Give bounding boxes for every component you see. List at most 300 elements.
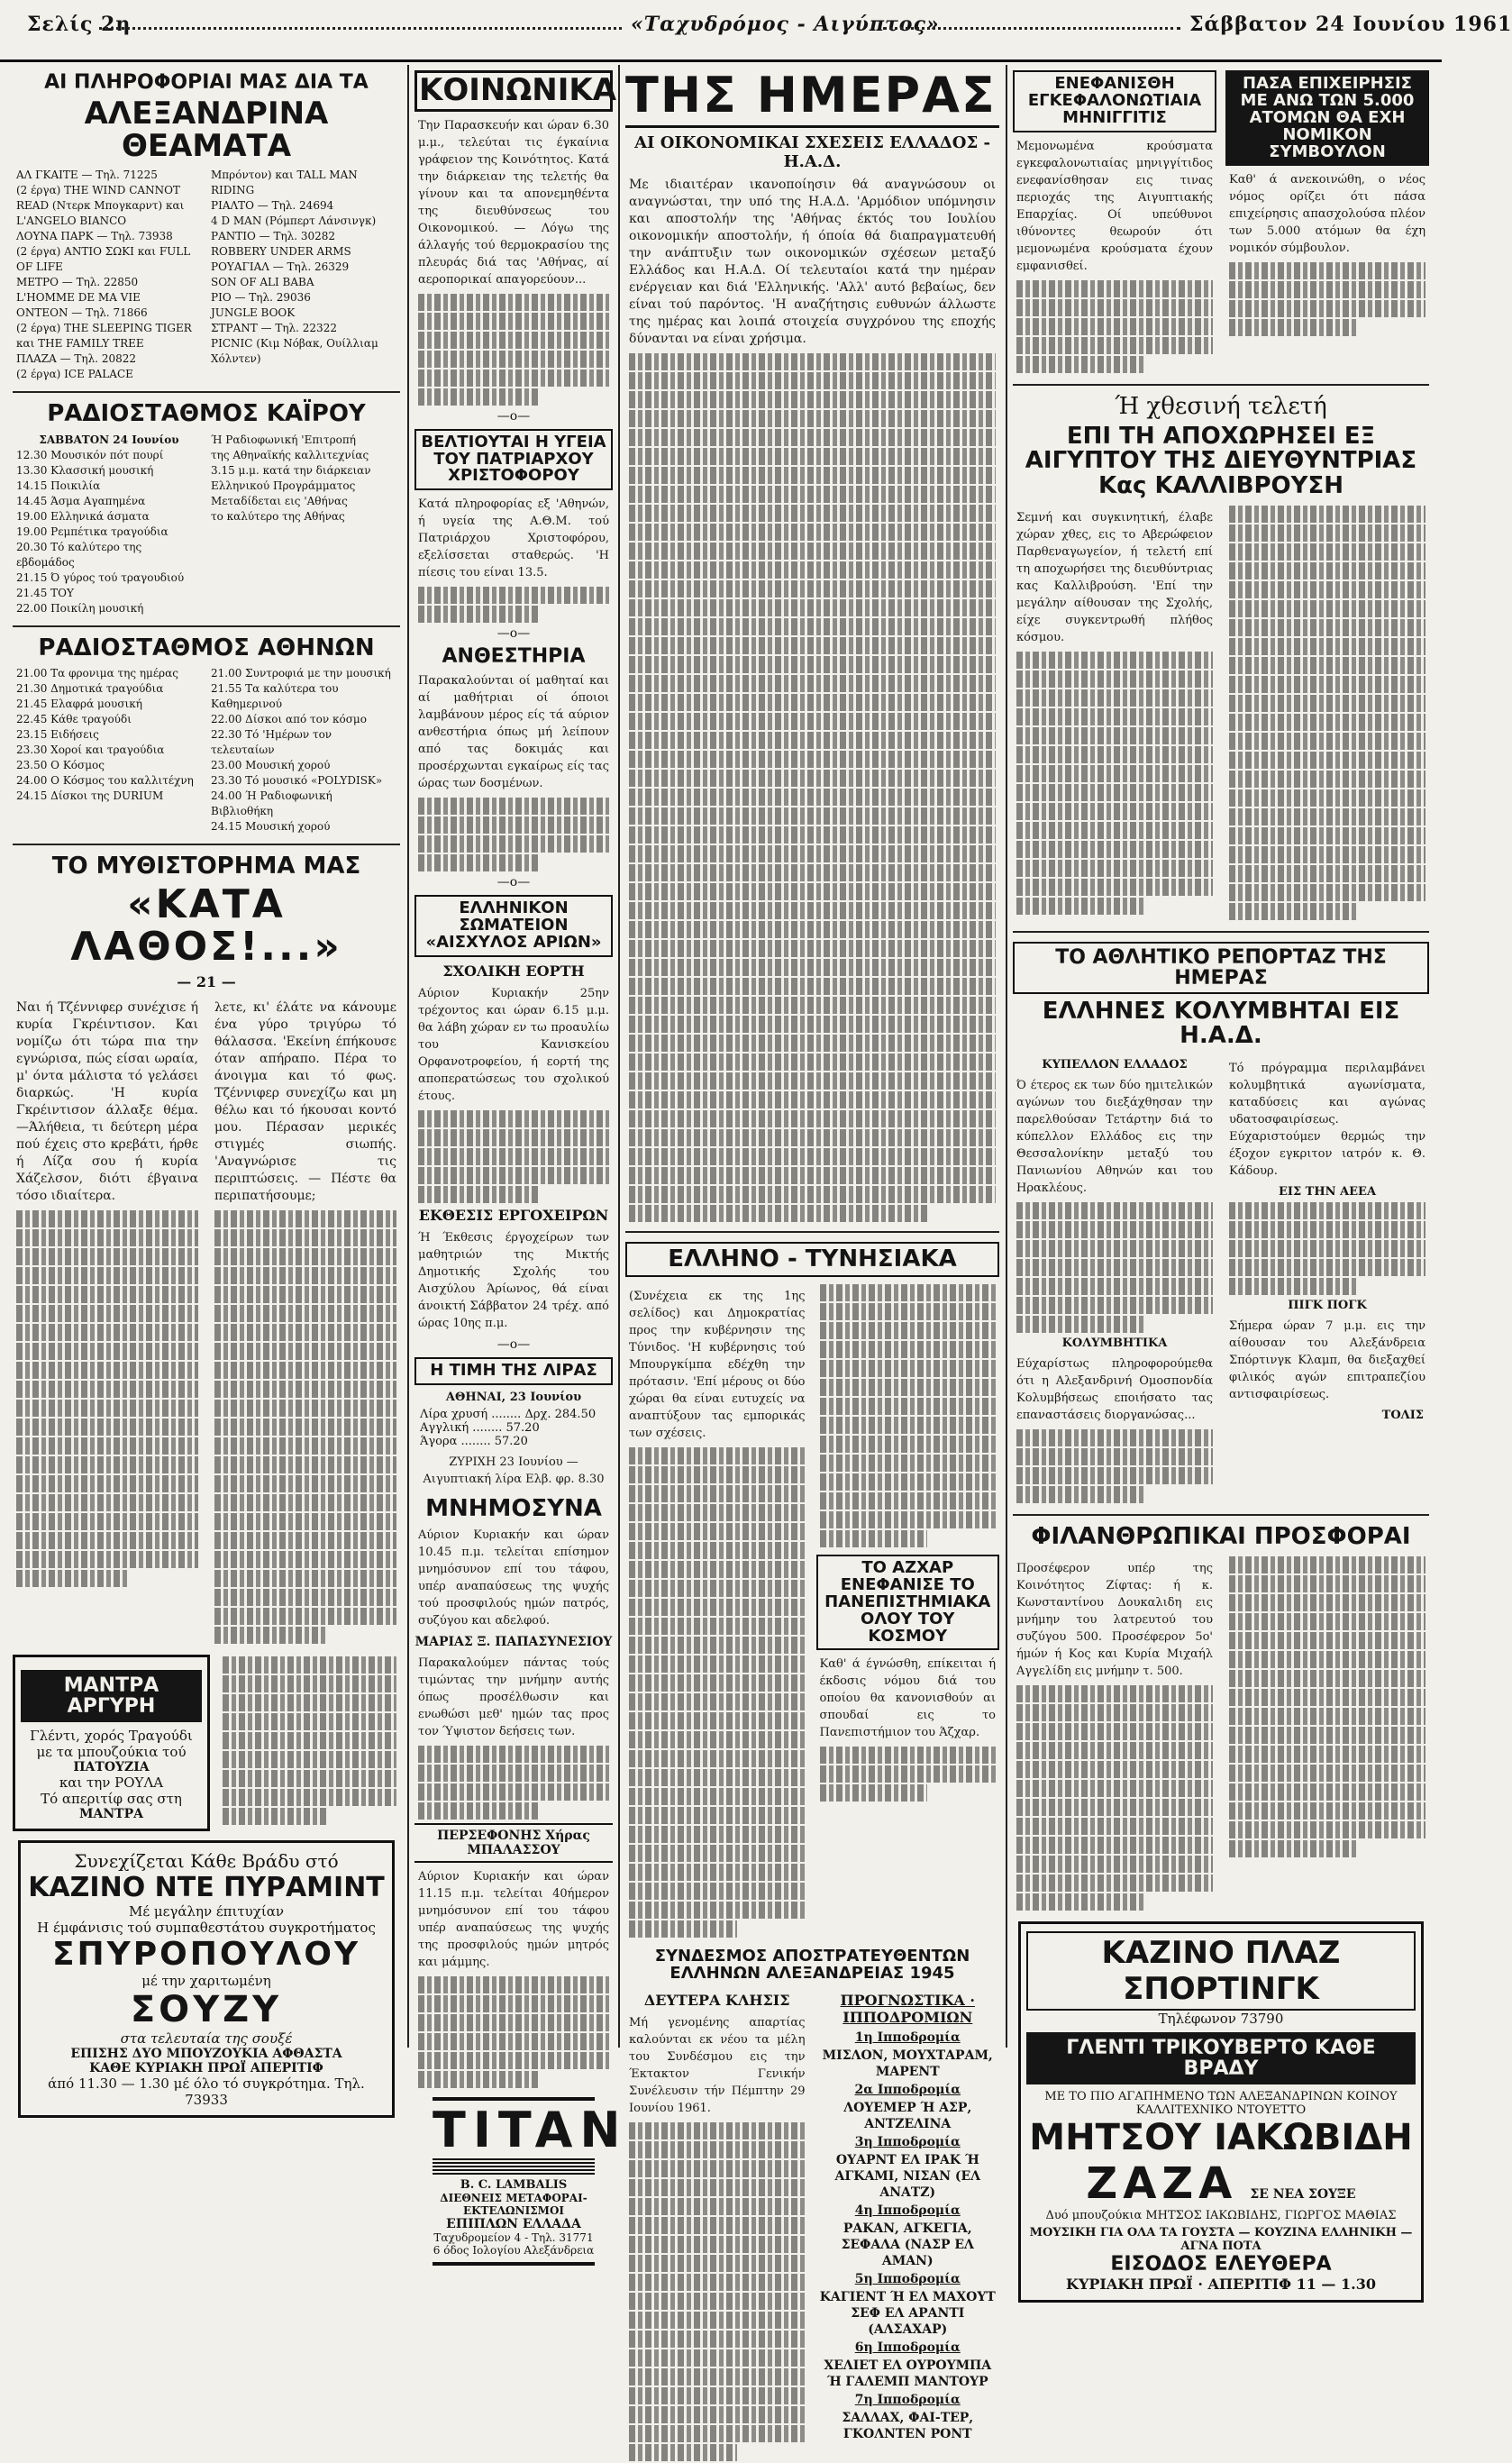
lira-zurich: ΖΥΡΙΧΗ 23 Ιουνίου — Αιγυπτιακή λίρα Ελβ. φρ. 8.30 bbox=[423, 1455, 605, 1487]
text-line bbox=[629, 1186, 996, 1203]
text-line bbox=[1229, 771, 1425, 788]
swim-text: Ό έτερος εκ των δύο ημιτελικών αγώνων του διεξάχθησαν την παρελθούσαν Τετάρτην διά το κύπελλον Ελλάδος εις την Θεσσαλονίκην μεταξύ του Πανιωνίου Αθηνών και του Ηρακλέους. bbox=[1016, 1078, 1213, 1195]
econ-text-continued bbox=[625, 353, 999, 1222]
novel-text-left: Ναι ή Τζέννιφερ συνέχισε ή κυρία Γκρέιντισον. Και νομίζω ότι τώρα πια την εγνώρισα, πώς είσαι ωραία, μ' όντα μάλιστα τό γελάσει διαρκώς. 'Η κυρία Γκρέιντισον άλλαξε θέμα. —Άλήθεια, τι δεύτερη μέρα πού έχεις στο κρεβάτι, ήρθε ή Λίζα σου ή κυρία Χάζελσον, διότι έβγαινα τόσο ιδιαίτερα. bbox=[16, 999, 198, 1203]
radio-program: 3.15 μ.μ. κατά την διάρκειαν bbox=[211, 463, 371, 477]
text-line bbox=[629, 2349, 806, 2367]
text-line bbox=[629, 1091, 996, 1108]
cinema-entry: ΠΛΑΖΑ — Τηλ. 20822 bbox=[16, 352, 137, 366]
text-line bbox=[629, 1129, 996, 1146]
text-line bbox=[820, 1530, 928, 1547]
cinema-entry: ΡΙΟ — Τηλ. 29036 bbox=[211, 291, 311, 305]
radio-program: Ή Ραδιοφωνική 'Επιτροπή bbox=[211, 433, 356, 446]
text-line bbox=[1229, 827, 1425, 844]
radio-program: 23.15 Ειδήσεις bbox=[16, 728, 99, 742]
radio-program: 22.00 Δίσκοι από τον κόσμο bbox=[211, 713, 367, 726]
cinema-entry: PICNIC (Κιμ Νόβακ, Ουίλλιαμ Χόλντεν) bbox=[211, 337, 378, 366]
casino-phone: Τηλέφωνον 73790 bbox=[1158, 2010, 1284, 2027]
cinema-entry: ΜΕΤΡΟ — Τηλ. 22850 bbox=[16, 276, 139, 289]
azhar-header: ΤΟ ΑΖΧΑΡ ΕΝΕΦΑΝΙΣΕ ΤΟ ΠΑΝΕΠΙΣΤΗΜΙΑΚΑ ΟΛΟΥ ΤΟΥ ΚΟΣΜΟΥ bbox=[816, 1555, 1000, 1650]
text-line bbox=[1229, 581, 1425, 598]
text-line bbox=[1229, 543, 1425, 561]
pyramid-ad-line: Συνεχίζεται Κάθε Βράδυ στό bbox=[74, 1849, 339, 1872]
titan-ad-line: ΔΙΕΘΝΕΙΣ ΜΕΤΑΦΟΡΑΙ-ΕΚΤΕΛΩΝΙΣΜΟΙ bbox=[440, 2192, 587, 2218]
text-line bbox=[629, 713, 996, 730]
text-line bbox=[629, 543, 996, 560]
tunis-body bbox=[625, 1282, 999, 1939]
society-text: Αύριον Κυριακήν 25ην τρέχοντος και ώραν 6.15 μ.μ. θα λάβη χώραν εν τω προαυλίω του Κανισκείου Ορφανοτροφείου, ή εορτή της αποπερατώσεως του σχολικού έτους. bbox=[418, 987, 609, 1104]
flowers-header: ΑΝΘΕΣΤΗΡΙΑ bbox=[442, 645, 586, 669]
cinema-listings bbox=[16, 168, 396, 382]
pyramid-ad-line: ΚΑΘΕ ΚΥΡΙΑΚΗ ΠΡΩΪ ΑΠΕΡΙΤΙΦ bbox=[89, 2060, 323, 2075]
text-line bbox=[820, 1473, 997, 1491]
text-line bbox=[1016, 784, 1213, 801]
cinema-entry: JUNGLE BOOK bbox=[211, 306, 296, 320]
social-text: Την Παρασκευήν και ώραν 6.30 μ.μ., τελεύται τις έγκαίνια γράφειον της Κοινότητος. Κατά την διάρκειαν της τελετής θα γίνουν και τα απονεμηθέντα της διευθύνσεως του Οικονομικού. — Λόγω της άλλαγής τού θερμοκρασίου της πλευράς διά τας 'Αθήνας, αί αεροπορικαί απαγορεύουν... bbox=[418, 118, 609, 287]
text-line bbox=[629, 2274, 806, 2291]
pyramid-ad-band: ΣΠΥΡΟΠΟΥΛΟΥ bbox=[51, 1935, 361, 1973]
text-line bbox=[1016, 670, 1213, 688]
text-line bbox=[629, 1712, 806, 1729]
text-line bbox=[1016, 1893, 1144, 1911]
text-line bbox=[1016, 898, 1144, 915]
text-line bbox=[1229, 752, 1425, 769]
text-line bbox=[629, 1693, 806, 1710]
divider: —o— bbox=[496, 626, 531, 642]
radio-program: 12.30 Μουσικόν πότ πουρί bbox=[16, 448, 164, 461]
text-line bbox=[629, 1580, 806, 1597]
titan-ad-line: Ταχυδρομείον 4 - Τηλ. 31771 bbox=[433, 2231, 594, 2245]
lira-sub: ΑΘΗΝΑΙ, 23 Ιουνίου bbox=[445, 1391, 582, 1405]
text-line bbox=[629, 2312, 806, 2329]
text-line bbox=[1229, 695, 1425, 712]
text-line bbox=[1016, 822, 1213, 839]
text-line bbox=[629, 429, 996, 446]
text-line bbox=[1016, 1875, 1213, 1892]
text-line bbox=[820, 1417, 997, 1434]
memorial-name-1: ΜΑΡΙΑΣ Ξ. ΠΑΠΑΣΥΝΕΣΙΟΥ bbox=[414, 1635, 613, 1650]
text-line bbox=[820, 1436, 997, 1453]
lira-rate-row: Άγορα ........ 57.20 bbox=[420, 1435, 528, 1449]
exhibit-text: Ή Έκθεσις έργοχείρων των μαθητριών της Μικτής Δημοτικής Σχολής του Αισχύλου Άρίωνος, θά είναι άνοικτή Σάββατον 24 τρέχ. από ώρας 10ης π.μ. bbox=[418, 1231, 609, 1331]
radio-program: 19.00 Ρεμπέτικα τραγούδια bbox=[16, 525, 169, 538]
titan-ad-line: B. C. LAMBALIS bbox=[460, 2178, 568, 2193]
column-2 bbox=[414, 65, 628, 2258]
ping-pong-text: Σήμερα ώραν 7 μ.μ. εις την αίθουσαν του Αλεξάνδρεια Σπόρτινγκ Κλαμπ, θα διεξαχθεί φιλικός αγών επιτραπεζίου αντισφαιρίσεως. bbox=[1229, 1318, 1425, 1401]
text-line bbox=[629, 2160, 806, 2177]
text-line bbox=[1016, 765, 1213, 782]
text-line bbox=[1016, 1837, 1213, 1854]
novel-body bbox=[13, 994, 400, 1646]
radio-cairo-title: ΡΑΔΙΟΣΤΑΘΜΟΣ ΚΑΪΡΟΥ bbox=[47, 400, 366, 428]
text-line bbox=[1229, 1708, 1425, 1725]
column-rule bbox=[618, 65, 620, 2048]
racing-header: ΠΡΟΓΝΩΣΤΙΚΑ · ΙΠΠΟΔΡΟΜΙΩΝ bbox=[840, 1991, 975, 2026]
text-line bbox=[820, 1379, 997, 1396]
text-line bbox=[629, 391, 996, 408]
column-1 bbox=[13, 65, 400, 2108]
page-number: Σελίς 2η bbox=[27, 13, 132, 36]
text-line bbox=[629, 1447, 806, 1464]
legal-advisor-text: Καθ' ά ανεκοινώθη, ο νέος νόμος ορίζει ότι πάσα επιχείρησις απασχολούσα πλέον των 5.000 ατόμων θα έχη νομικόν σύμβουλον. bbox=[1229, 173, 1425, 256]
text-line bbox=[1229, 1632, 1425, 1649]
radio-program: 24.00 Ή Ραδιοφωνική Βιβλιοθήκη bbox=[211, 789, 332, 818]
ceremony-kicker: Ή χθεσινή τελετή bbox=[1115, 392, 1327, 420]
text-line bbox=[629, 524, 996, 541]
legal-advisor-header: ΠΑΣΑ ΕΠΙΧΕΙΡΗΣΙΣ ΜΕ ΑΝΩ ΤΩΝ 5.000 ΑΤΟΜΩΝ ΘΑ ΕΧΗ ΝΟΜΙΚΟΝ ΣΥΜΒΟΥΛΟΝ bbox=[1225, 70, 1429, 166]
text-line bbox=[629, 1016, 996, 1033]
text-line bbox=[629, 807, 996, 825]
text-line bbox=[820, 1360, 997, 1377]
text-line bbox=[629, 694, 996, 711]
text-line bbox=[629, 845, 996, 862]
pyramid-ad-line: άπό 11.30 — 1.30 μέ όλο τό συγκρότημα. Τηλ. 73933 bbox=[48, 2075, 365, 2108]
text-line bbox=[629, 1561, 806, 1578]
cinema-entry: (2 έργα) THE SLEEPING TIGER και THE FAMILY TREE bbox=[16, 322, 192, 351]
mantra-ad-line: ΜΑΝΤΡΑ bbox=[79, 1806, 143, 1821]
cinema-entry: ΡΙΑΛΤΟ — Τηλ. 24694 bbox=[211, 199, 334, 213]
text-line bbox=[1016, 1799, 1213, 1816]
text-line bbox=[629, 902, 996, 919]
lira-rate-row: Λίρα χρυσή ........ Δρχ. 284.50 bbox=[420, 1408, 597, 1422]
text-line bbox=[1016, 1761, 1213, 1778]
cinema-entry: L'HOMME DE MA VIE bbox=[16, 291, 141, 305]
cinema-entry: (2 έργα) THE WIND CANNOT READ (Ντερκ Μπογκαρντ) και L'ANGELO BIANCO bbox=[16, 184, 185, 228]
race-number: 2α Ιπποδρομία bbox=[854, 2082, 961, 2097]
pyramid-ad-singer: ΣΟΥΖΥ bbox=[130, 1988, 283, 2030]
text-line bbox=[1229, 846, 1425, 863]
pyramid-ad-line: ΕΠΙΣΗΣ ΔΥΟ ΜΠΟΥΖΟΥΚΙΑ ΑΦΘΑΣΤΑ bbox=[70, 2046, 342, 2061]
casino-artist: ΜΗΤΣΟΥ ΙΑΚΩΒΙΔΗ bbox=[1029, 2117, 1413, 2159]
titan-ad bbox=[433, 2097, 628, 2266]
text-line bbox=[1229, 808, 1425, 826]
text-line bbox=[820, 1492, 997, 1510]
cinema-list-right bbox=[211, 168, 396, 382]
text-line bbox=[629, 2217, 806, 2234]
text-line bbox=[820, 1303, 997, 1320]
radio-program: 21.00 Τα φρονιμα της ημέρας bbox=[16, 667, 178, 680]
text-line bbox=[629, 1466, 806, 1483]
text-line bbox=[629, 1731, 806, 1748]
text-line bbox=[629, 1864, 806, 1881]
cinema-entry: ROBBERY UNDER ARMS bbox=[211, 245, 351, 259]
racing-tips bbox=[816, 1988, 1000, 2463]
cinema-entry: ΛΟΥΝΑ ΠΑΡΚ — Τηλ. 73938 bbox=[16, 230, 173, 243]
retirement-text: Σεμνή και συγκινητική, έλαβε χώραν χθες, εις το Αβερώφειον Παρθεναγωγείον, ή τελετή επί τη αποχωρήσει της διευθύντριας κας Καλλιβρούση. 'Επί την μεγάλην αίθουσαν της Σχολής, είχε συγκεντρωθή πλήθος κόσμου. bbox=[1016, 510, 1213, 644]
column-4 bbox=[1013, 65, 1429, 2294]
text-line bbox=[629, 1845, 806, 1862]
text-line bbox=[629, 353, 996, 370]
league-header: ΣΥΝΔΕΣΜΟΣ ΑΠΟΣΤΡΑΤΕΥΘΕΝΤΩΝ ΕΛΛΗΝΩΝ ΑΛΕΞΑΝΔΡΕΙΑΣ 1945 bbox=[654, 1946, 970, 1983]
radio-program: 22.30 Τό 'Ημέρων τον τελευταίων bbox=[211, 728, 332, 757]
cinema-entry: (2 έργα) ICE PALACE bbox=[16, 368, 133, 381]
meningitis-header: ΕΝΕΦΑΝΙΣΘΗ ΕΓΚΕΦΑΛΟΝΩΤΙΑΙΑ ΜΗΝΙΓΓΙΤΙΣ bbox=[1013, 70, 1216, 132]
text-line bbox=[629, 2425, 806, 2442]
text-line bbox=[629, 2141, 806, 2158]
mantra-ad-line: ΠΑΤΟΥΖΙΑ bbox=[73, 1759, 150, 1774]
text-line bbox=[1016, 1856, 1213, 1873]
social-header: ΚΟΙΝΩΝΙΚΑ bbox=[414, 70, 613, 112]
text-line bbox=[629, 1167, 996, 1184]
race-horses: ΧΕΛΙΕΤ ΕΛ ΟΥΡΟΥΜΠΑ Ή ΓΑΛΕΜΠ ΜΑΝΤΟΥΡ bbox=[824, 2358, 992, 2389]
text-line bbox=[629, 940, 996, 957]
radio-program: 14.45 Άσμα Αγαπημένα bbox=[16, 494, 146, 507]
exhibit-header: ΕΚΘΕΣΙΣ ΕΡΓΟΧΕΙΡΩΝ bbox=[418, 1207, 609, 1225]
pyramid-ad-title: ΚΑΖΙΝΟ ΝΤΕ ΠΥΡΑΜΙΝΤ bbox=[28, 1871, 385, 1903]
lira-rate-row: Αγγλική ........ 57.20 bbox=[420, 1421, 540, 1436]
radio-program: της Αθηναϊκής καλλιτεχνίας bbox=[211, 448, 369, 461]
swim-sub-2: ΚΟΛΥΜΒΗΤΙΚΑ bbox=[1061, 1336, 1168, 1350]
text-line bbox=[1229, 619, 1425, 636]
novel-instalment: — 21 — bbox=[177, 972, 236, 990]
race-horses: ΚΑΓΙΕΝΤ Ή ΕΛ ΜΑΧΟΥΤ ΣΕΦ ΕΛ ΑΡΑΝΤΙ (ΑΛΣΑΧΑΡ) bbox=[819, 2289, 996, 2337]
cinema-entry: SON OF ALI BABA bbox=[211, 276, 314, 289]
column-3 bbox=[625, 65, 999, 2441]
text-line bbox=[629, 978, 996, 995]
text-line bbox=[1229, 884, 1425, 901]
text-line bbox=[629, 2255, 806, 2272]
pyramid-ad-line: Η έμφάνισις τού συμπαθεστάτου συγκροτήματος bbox=[37, 1919, 376, 1936]
text-line bbox=[1016, 727, 1213, 744]
day-header: ΤΗΣ ΗΜΕΡΑΣ bbox=[625, 70, 999, 128]
text-line bbox=[1229, 1651, 1425, 1668]
text-line bbox=[629, 1807, 806, 1824]
radio-athens-right bbox=[211, 666, 396, 835]
lira-rates bbox=[420, 1408, 607, 1448]
text-line bbox=[1229, 1670, 1425, 1687]
swimmers-header: ΕΛΛΗΝΕΣ ΚΟΛΥΜΒΗΤΑΙ ΕΙΣ Η.Α.Δ. bbox=[1042, 998, 1400, 1050]
society-header: ΕΛΛΗΝΙΚΟΝ ΣΩΜΑΤΕΙΟΝ «ΑΙΣΧΥΛΟΣ ΑΡΙΩΝ» bbox=[414, 895, 613, 957]
text-line bbox=[629, 1542, 806, 1559]
tunis-text: (Συνέχεια εκ της 1ης σελίδος) και Δημοκρατίας προς την κυβέρνησιν της Τύνιδος. 'Η κυβέρνησις τού Μπουργκίμπα εδέχθη την πρότασιν. 'Επί μέρους οι δύο χώραι θα είναι ευτυχείς να αναπτύξουν τας εμπορικάς των σχέσεις. bbox=[629, 1289, 806, 1440]
text-line bbox=[629, 1788, 806, 1805]
race-number: 3η Ιπποδρομία bbox=[854, 2134, 961, 2149]
cinema-entry: (2 έργα) ANTIO ΣΩΚΙ και FULL OF LIFE bbox=[16, 245, 191, 274]
text-line bbox=[629, 580, 996, 598]
text-line bbox=[1016, 746, 1213, 763]
column-rule bbox=[1006, 65, 1007, 2048]
text-line bbox=[1229, 600, 1425, 617]
race-number: 7η Ιπποδρομία bbox=[854, 2392, 961, 2407]
text-line bbox=[820, 1511, 997, 1528]
radio-cairo-right bbox=[211, 433, 396, 616]
race-horses: ΛΟΥΕΜΕΡ Ή ΑΣΡ, ΑΝΤΖΕΛΙΝΑ bbox=[843, 2100, 972, 2131]
race-number: 1η Ιπποδρομία bbox=[854, 2030, 961, 2045]
radio-athens-schedule bbox=[16, 666, 396, 835]
text-line bbox=[1229, 903, 1357, 920]
memorial-text-3: Αύριον Κυριακήν και ώραν 11.15 π.μ. τελείται 40ήμερον μνημόσυνον επί του τάφου υπέρ αναπαύσεως της ψυχής της προσφιλούς ημών μητρός και μάμμης. bbox=[418, 1870, 609, 1970]
radio-program: 21.30 Δημοτικά τραγούδια bbox=[16, 682, 164, 696]
text-line bbox=[1229, 789, 1425, 807]
text-line bbox=[1229, 1613, 1425, 1630]
radio-athens-left bbox=[16, 666, 202, 835]
text-line bbox=[629, 1883, 806, 1900]
cinema-entry: ΡΟΥΑΓΙΑΛ — Τηλ. 26329 bbox=[211, 260, 350, 274]
text-line bbox=[629, 1523, 806, 1540]
radio-cairo-date: ΣΑΒΒΑΤΟΝ 24 Ιουνίου bbox=[39, 433, 179, 446]
text-line bbox=[1229, 562, 1425, 579]
divider: —o— bbox=[496, 1337, 531, 1353]
text-line bbox=[629, 410, 996, 427]
radio-program: 22.45 Κάθε τραγούδι bbox=[16, 713, 132, 726]
text-line bbox=[820, 1322, 997, 1339]
charity-header: ΦΙΛΑΝΘΡΩΠΙΚΑΙ ΠΡΟΣΦΟΡΑΙ bbox=[1031, 1522, 1411, 1550]
tunis-header: ΕΛΛΗΝΟ - ΤΥΝΗΣΙΑΚΑ bbox=[625, 1242, 999, 1277]
radio-cairo-left bbox=[16, 448, 202, 616]
text-line bbox=[629, 1072, 996, 1090]
radio-program: 21.15 Ό γύρος τού τραγουδιού bbox=[16, 570, 185, 584]
text-line bbox=[629, 561, 996, 579]
text-line bbox=[1016, 860, 1213, 877]
casino-line-5: Δυό μπουζούκια ΜΗΤΣΟΣ ΙΑΚΩΒΙΔΗΣ, ΓΙΩΡΓΟΣ ΜΑΘΙΑΣ bbox=[1045, 2209, 1397, 2223]
memorial-name-2: ΠΕΡΣΕΦΟΝΗΣ Χήρας ΜΠΑΛΑΣΣΟΥ bbox=[414, 1823, 613, 1863]
text-line bbox=[1229, 1765, 1425, 1782]
text-line bbox=[629, 448, 996, 465]
pyramid-ad-line: Μέ μεγάλην έπιτυχίαν bbox=[128, 1902, 285, 1920]
mantra-ad-line: Γλέντι, χορός Τραγούδι bbox=[30, 1727, 193, 1744]
text-line bbox=[629, 1656, 806, 1673]
column-rule bbox=[407, 65, 409, 2048]
pyramid-ad-line: στα τελευταία της σουξέ bbox=[120, 2030, 293, 2047]
text-line bbox=[629, 1504, 806, 1521]
novel-title: «ΚΑΤΑ ΛΑΘΟΣ!...» bbox=[70, 881, 342, 970]
radio-program: 21.55 Τα καλύτερα του Καθημερινού bbox=[211, 682, 339, 711]
casino-new-songs: ΣΕ ΝΕΑ ΣΟΥΞΕ bbox=[1250, 2187, 1356, 2203]
race-number: 6η Ιπποδρομία bbox=[854, 2340, 961, 2355]
text-line bbox=[629, 467, 996, 484]
novel-header: ΤΟ ΜΥΘΙΣΤΟΡΗΜΑ ΜΑΣ bbox=[51, 853, 361, 880]
text-line bbox=[629, 1205, 927, 1222]
mantra-ad bbox=[13, 1655, 210, 1831]
aeea-sub: ΕΙΣ ΤΗΝ ΑΕΕΑ bbox=[1278, 1184, 1377, 1199]
text-line bbox=[820, 1455, 997, 1472]
text-line bbox=[629, 826, 996, 844]
cinema-entry: Μπρόντον) και TALL MAN RIDING bbox=[211, 169, 358, 197]
pyramid-ad-line: μέ την χαριτωμένη bbox=[141, 1972, 271, 1989]
text-line bbox=[629, 1599, 806, 1616]
radio-program: 14.15 Ποικιλία bbox=[16, 479, 101, 492]
text-line bbox=[1229, 1746, 1425, 1763]
text-line bbox=[629, 675, 996, 692]
memorial-header: ΜΝΗΜΟΣΥΝΑ bbox=[425, 1495, 602, 1523]
meningitis-text: Μεμονωμένα κρούσματα εγκεφαλονωτιαίας μηνιγγίτιδος ενεφανίσθησαν εις τινας περιοχάς της Αιγυπτιακής Επαρχίας. Οί υπεύθυνοι ιθύνοντες θεωρούν ότι μεμονωμένα κρούσματα έχουν εμφανισθεί. bbox=[1016, 139, 1213, 273]
race-horses: ΣΑΛΛΑΧ, ΦΑΙ-ΤΕΡ, ΓΚΟΛΝΤΕΝ ΡΟΝΤ bbox=[842, 2410, 974, 2441]
text-line bbox=[629, 1054, 996, 1071]
casino-line-1: ΜΕ ΤΟ ΠΙΟ ΑΓΑΠΗΜΕΝΟ ΤΩΝ ΑΛΕΞΑΝΔΡΙΝΩΝ ΚΟΙΝΟΥ ΚΑΛΛΙΤΕΧΝΙΚΟ ΝΤΟΥΕΤΤΟ bbox=[1044, 2090, 1398, 2118]
race-horses: ΜΙΣΛΟΝ, ΜΟΥΧΤΑΡΑΜ, ΜΑΡΕΝΤ bbox=[822, 2048, 993, 2079]
text-line bbox=[629, 1637, 806, 1654]
mantra-ad-line: και την ΡΟΥΛΑ bbox=[59, 1774, 164, 1791]
header-dots-left bbox=[99, 27, 622, 30]
radio-program: 22.00 Ποικίλη μουσική bbox=[16, 601, 144, 615]
text-line bbox=[629, 864, 996, 881]
radio-program: 21.00 Συντροφιά με την μουσική bbox=[211, 667, 391, 680]
casino-banner: ΓΛΕΝΤΙ ΤΡΙΚΟΥΒΕΡΤΟ ΚΑΘΕ ΒΡΑΔΥ bbox=[1026, 2032, 1416, 2084]
mantra-ad-line: με τα μπουζούκια τού bbox=[36, 1743, 187, 1760]
radio-program: 24.00 Ο Κόσμος του καλλιτέχνη bbox=[16, 774, 194, 788]
health-header: ΒΕΛΤΙΟΥΤΑΙ Η ΥΓΕΙΑ ΤΟΥ ΠΑΤΡΙΑΡΧΟΥ ΧΡΙΣΤΟΦΟΡΟΥ bbox=[414, 429, 613, 491]
radio-program: 13.30 Κλασσική μουσική bbox=[16, 463, 154, 477]
text-line bbox=[1016, 1780, 1213, 1797]
text-line bbox=[629, 2293, 806, 2310]
text-line bbox=[629, 2406, 806, 2423]
text-line bbox=[629, 2444, 737, 2461]
radio-cairo-schedule bbox=[16, 433, 396, 616]
radio-program: 23.30 Τό μουσικό «POLYDISK» bbox=[211, 774, 383, 788]
radio-program: 23.30 Χοροί και τραγούδια bbox=[16, 743, 165, 757]
radio-program: 24.15 Μουσική χορού bbox=[211, 820, 331, 834]
radio-program: 19.00 Ελληνικά άσματα bbox=[16, 509, 150, 523]
ping-pong-signature: ΤΟΛΙΣ bbox=[1381, 1408, 1424, 1422]
text-line bbox=[1229, 1821, 1425, 1838]
league-sub: ΔΕΥΤΕΡΑ ΚΛΗΣΙΣ bbox=[643, 1991, 790, 2009]
text-line bbox=[1229, 714, 1425, 731]
text-line bbox=[629, 1485, 806, 1502]
race-horses: ΟΥΑΡΝΤ ΕΛ ΙΡΑΚ Ή ΑΓΚΑΜΙ, ΝΙΣΑΝ (ΕΛ ΑΝΑΤΖ) bbox=[834, 2152, 981, 2200]
charity-text: Προσέφερον υπέρ της Κοινότητος Ζίφτας: ή κ. Κωνσταντίνου Δουκαλιδη εις μνήμην του λατρευτού του συζύγου 500. Προσέφερον 5ο' ήμών ή Κος και Κυρία Μιχαήλ Αγγελίδη εις μνήμην τ. 500. bbox=[1016, 1561, 1213, 1678]
text-line bbox=[1229, 1689, 1425, 1706]
text-line bbox=[629, 1902, 806, 1919]
lira-header: Η ΤΙΜΗ ΤΗΣ ΛΙΡΑΣ bbox=[414, 1357, 613, 1385]
text-line bbox=[629, 656, 996, 673]
econ-text: Με ιδιαιτέραν ικανοποίησιν θά αναγνώσουν οι αναγνώσται, την υπό της Η.Α.Δ. 'Αρμόδιον υπόμνησιν και αποστολήν της 'Αθήνας έκτός του Ιουλίου οικονομικήν αποστολήν, ή όποία θά διαπραγματευθή την ανάπτυξιν των οικονομικών σχέσεων μεταξύ Ελλάδος και Η.Α.Δ. Οί τελευταίοι κατά την ημέραν ενέργειαν και διά 'Ελληνικής. 'Αλλ' αυτό βεβαίως, δεν είναι τού παρόντος. 'Η αναζήτησις ευθυνών άλλωστε της ημέρας και λοιπά στοιχεία συγχρόνου της εποχής δύνανται να είναι χρήσιμα. bbox=[629, 177, 996, 346]
text-line bbox=[629, 789, 996, 806]
titan-ad-line: 6 όδος Ιολογίου Αλεξάνδρεια bbox=[433, 2244, 595, 2258]
page-header bbox=[0, 0, 1512, 62]
text-line bbox=[629, 486, 996, 503]
text-line bbox=[1016, 803, 1213, 820]
text-line bbox=[629, 1035, 996, 1052]
radio-program: Ελληνικού Προγράμματος bbox=[211, 479, 356, 492]
text-line bbox=[629, 1826, 806, 1843]
info-title-line2: ΑΛΕΞΑΝΔΡΙΝΑ ΘΕΑΜΑΤΑ bbox=[84, 96, 329, 164]
text-line bbox=[1016, 1704, 1213, 1721]
text-line bbox=[1229, 733, 1425, 750]
paper-name: «Ταχυδρόμος - Αιγύπτος» bbox=[631, 13, 940, 36]
radio-program: 24.15 Δίσκοι της DURIUM bbox=[16, 789, 164, 803]
league-text: Μή γενομένης απαρτίας καλούνται εκ νέου τα μέλη του Συνδέσμου εις την Έκτακτον Γενικήν Συνέλευσιν τήν Πέμπτην 29 Ιουνίου 1961. bbox=[629, 2015, 806, 2115]
text-line bbox=[629, 2198, 806, 2215]
text-line bbox=[629, 1110, 996, 1127]
econ-header: ΑΙ ΟΙΚΟΝΟΜΙΚΑΙ ΣΧΕΣΕΙΣ ΕΛΛΑΔΟΣ - Η.Α.Δ. bbox=[634, 132, 990, 171]
text-line bbox=[1229, 657, 1425, 674]
text-line bbox=[629, 883, 996, 900]
text-line bbox=[820, 1398, 997, 1415]
text-line bbox=[1016, 689, 1213, 707]
text-line bbox=[629, 770, 996, 787]
text-line bbox=[1229, 1802, 1425, 1820]
titan-ad-line: ΕΠΙΠΛΩΝ ΕΛΛΑΔΑ bbox=[446, 2217, 581, 2232]
race-horses: ΡΑΚΑΝ, ΑΓΚΕΓΙΑ, ΣΕΦΑΛΑ (ΝΑΣΡ ΕΛ ΑΜΑΝ) bbox=[841, 2221, 974, 2268]
text-line bbox=[820, 1341, 997, 1358]
text-line bbox=[1016, 1723, 1213, 1740]
text-line bbox=[629, 505, 996, 522]
racing-list bbox=[816, 2030, 1000, 2442]
issue-date: Σάββατον 24 Ιουνίου 1961 bbox=[1189, 13, 1512, 36]
radio-program: 20.30 Τό καλύτερο της εβδομάδος bbox=[16, 540, 142, 569]
cinema-entry: ΑΛ ΓΚΑΙΤΕ — Τηλ. 71225 bbox=[16, 169, 158, 182]
text-line bbox=[1016, 708, 1213, 725]
memorial-text-2: Παρακαλούμεν πάντας τούς τιμώντας την μνήμην αυτής όπως προσέλθωσιν και ενωθώσι μεθ' ημών τας προς τον Ύψιστον δεήσεις των. bbox=[418, 1656, 609, 1739]
text-line bbox=[1229, 676, 1425, 693]
text-line bbox=[629, 2331, 806, 2348]
text-line bbox=[629, 1750, 806, 1767]
text-line bbox=[1016, 652, 1213, 669]
text-line bbox=[820, 1284, 997, 1301]
radio-program: 21.45 Ελαφρά μουσική bbox=[16, 698, 142, 711]
text-line bbox=[1229, 1575, 1425, 1592]
ping-pong-sub: ΠΙΓΚ ΠΟΓΚ bbox=[1288, 1298, 1367, 1312]
